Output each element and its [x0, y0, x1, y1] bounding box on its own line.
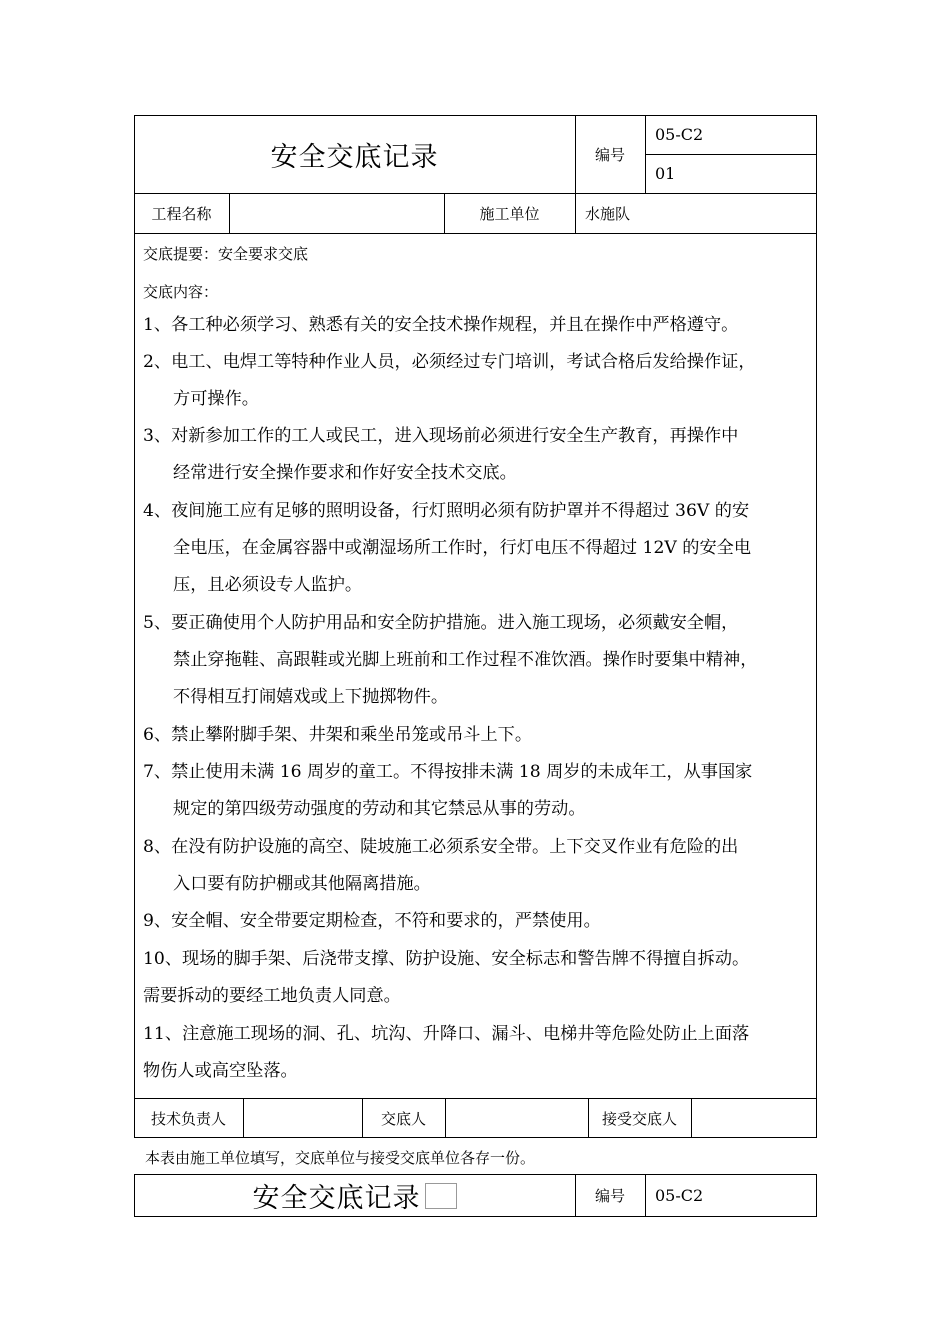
project-row-divider: [134, 233, 817, 234]
form-title: 安全交底记录: [270, 141, 439, 173]
content-line: 9、安全帽、安全带要定期检查，不符和要求的，严禁使用。: [143, 911, 601, 931]
content-line: 5、要正确使用个人防护用品和安全防护措施。进入施工现场，必须戴安全帽，: [143, 613, 739, 633]
content-line: 方可操作。: [173, 389, 259, 409]
content-line: 需要拆动的要经工地负责人同意。: [143, 986, 401, 1006]
form2-code-label: 编号: [594, 1187, 625, 1205]
receiver-field[interactable]: [691, 1098, 816, 1138]
content-line: 8、在没有防护设施的高空、陡坡施工必须系安全带。上下交叉作业有危险的出: [143, 837, 739, 857]
discloser-label: 交底人: [380, 1109, 426, 1128]
receiver-label: 接受交底人: [601, 1109, 677, 1128]
content-line: 7、禁止使用未满 16 周岁的童工。不得按排未满 18 周岁的未成年工，从事国家: [143, 762, 753, 782]
construction-unit-value: 水施队: [585, 204, 631, 223]
unit-label-divider: [575, 193, 576, 233]
project-name-label: 工程名称: [151, 204, 212, 223]
code-value: 05-C2: [655, 125, 704, 144]
form2-code-divider: [645, 1174, 646, 1217]
content-line: 10、现场的脚手架、后浇带支撑、防护设施、安全标志和警告牌不得擅自拆动。: [143, 949, 750, 969]
disclosure-content-label: 交底内容：: [143, 282, 219, 301]
content-line: 规定的第四级劳动强度的劳动和其它禁忌从事的劳动。: [173, 799, 586, 819]
serial-value: 01: [655, 164, 676, 183]
form2-title: 安全交底记录: [252, 1183, 421, 1214]
form2-code-value: 05-C2: [655, 1186, 704, 1205]
project-name-field[interactable]: [239, 193, 439, 233]
content-line: 6、禁止攀附脚手架、井架和乘坐吊笼或吊斗上下。: [143, 725, 533, 745]
content-line: 禁止穿拖鞋、高跟鞋或光脚上班前和工作过程不准饮酒。操作时要集中精神，: [173, 650, 758, 670]
content-line: 4、夜间施工应有足够的照明设备，行灯照明必须有防护罩并不得超过 36V 的安: [143, 501, 750, 521]
content-line: 不得相互打闹嬉戏或上下抛掷物件。: [173, 687, 449, 707]
form-footnote: 本表由施工单位填写，交底单位与接受交底单位各存一份。: [145, 1148, 536, 1167]
content-line: 全电压，在金属容器中或潮湿场所工作时，行灯电压不得超过 12V 的安全电: [173, 538, 752, 558]
content-line: 2、电工、电焊工等特种作业人员，必须经过专门培训，考试合格后发给操作证，: [143, 352, 756, 372]
content-line: 1、各工种必须学习、熟悉有关的安全技术操作规程，并且在操作中严格遵守。: [143, 315, 739, 335]
code-label-divider: [645, 115, 646, 193]
content-line: 物伤人或高空坠落。: [143, 1061, 298, 1081]
content-line: 3、对新参加工作的工人或民工，进入现场前必须进行安全生产教育，再操作中: [143, 426, 739, 446]
blank-box: [425, 1183, 457, 1209]
content-line: 压，且必须设专人监护。: [173, 575, 363, 595]
code-label: 编号: [594, 145, 625, 164]
tech-lead-label: 技术负责人: [150, 1109, 226, 1128]
content-line: 11、注意施工现场的洞、孔、坑沟、升降口、漏斗、电梯井等危险处防止上面落: [143, 1024, 750, 1044]
content-line: 入口要有防护棚或其他隔离措施。: [173, 874, 431, 894]
tech-lead-field[interactable]: [243, 1098, 362, 1138]
disclosure-summary: 交底提要：安全要求交底: [143, 244, 309, 263]
project-label-divider: [229, 193, 230, 233]
discloser-field[interactable]: [445, 1098, 588, 1138]
content-line: 经常进行安全操作要求和作好安全技术交底。: [173, 463, 517, 483]
construction-unit-label: 施工单位: [479, 204, 540, 223]
form2-title-cell: [134, 1174, 575, 1217]
